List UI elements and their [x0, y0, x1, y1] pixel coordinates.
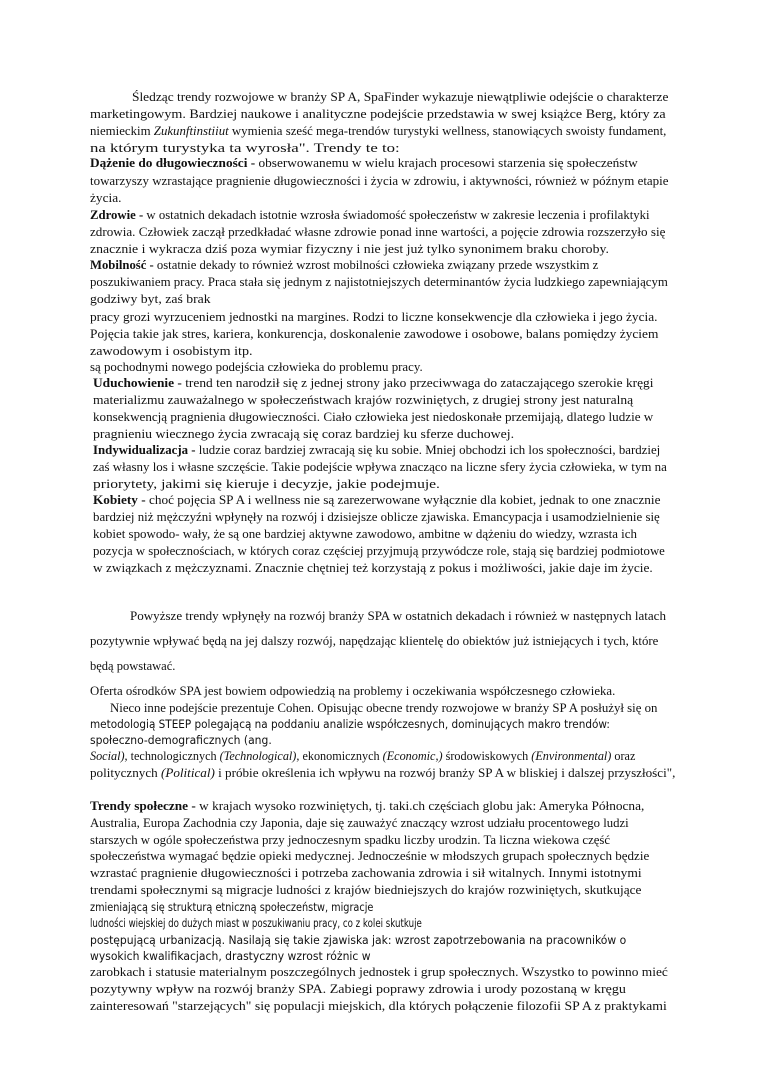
text-line: znacznie i wykracza dziś poza wymiar fizyczny i nie jest już tylko synonimem braku choroby.	[90, 242, 609, 256]
text-line: godziwy byt, zaś brak	[90, 292, 211, 306]
text-line: politycznych (Political) i próbie określenia ich wpływu na rozwój branży SP A w bliskiej i dalszej przyszłości",	[90, 766, 676, 780]
text-line: społeczeństwa wymagać będzie opieki medycznej. Jednocześnie w młodszych grupach społecznych będzie	[90, 849, 650, 863]
text-line: życia.	[90, 191, 122, 205]
trend-heading: Uduchowienie -	[93, 376, 182, 390]
text-line: Oferta ośrodków SPA jest bowiem odpowiedzią na problemy i oczekiwania współczesnego człowieka.	[90, 684, 616, 698]
text-line: metodologią STEEP polegającą na poddaniu analizie współczesnych, dominujących makro trendów:	[90, 717, 610, 731]
text-line: zainteresowań "starzejących" się populacji miejskich, dla których połączenie filozofii SP A z praktykami	[90, 999, 667, 1013]
text-line: Pojęcia takie jak stres, kariera, konkurencja, doskonalenie zawodowe i osobowe, balans pomiędzy życiem	[90, 327, 659, 341]
text-line: wysokich kwalifikacjach, drastyczny wzrost różnic w	[90, 949, 371, 963]
trend-heading: Zdrowie -	[90, 208, 144, 222]
text-line: starszych w ogóle społeczeństwa przy jednoczesnym spadku liczby urodzin. Ta liczna wiekowa część	[90, 833, 611, 847]
text-line: zarobkach i statusie materialnym poszczególnych jednostek i grup społecznych. Wszystko to powinno mieć	[90, 965, 668, 979]
text-line: poszukiwaniem pracy. Praca stała się jednym z najistotniejszych determinantów życia ludzkiego zapewniającym	[90, 275, 668, 289]
text-line: Trendy społeczne - w krajach wysoko rozwiniętych, tj. taki.ch częściach globu jak: Ameryka Północna,	[90, 799, 645, 813]
text-line: Indywidualizacja - ludzie coraz bardziej zwracają się ku sobie. Mniej obchodzi ich los społeczności, bardziej	[93, 443, 661, 457]
text-line: społeczno-demograficznych (ang.	[90, 733, 272, 747]
text-line: będą powstawać.	[90, 659, 176, 673]
text-line: Nieco inne podejście prezentuje Cohen. Opisując obecne trendy rozwojowe w branży SP A posłużył się on	[110, 701, 658, 715]
text-line: wzrastać pragnienie długowieczności i potrzeba zachowania zdrowia i sił witalnych. Innymi istotnymi	[90, 866, 642, 880]
text-line: zawodowym i osobistym itp.	[90, 344, 253, 358]
text-line: pozytywnie wpływać będą na jej dalszy rozwój, napędzając klientelę do obiektów już istniejących i tych, które	[90, 634, 659, 648]
text-line: Australia, Europa Zachodnia czy Japonia, daje się zauważyć znaczący wzrost udziału procentowego ludzi	[90, 816, 629, 830]
text-line: kobiet spowodo- wały, że są one bardziej aktywne zawodowo, ambitne w dążeniu do wiedzy, wzrasta ich	[93, 527, 637, 541]
text-line: Powyższe trendy wpłynęły na rozwój branży SPA w ostatnich dekadach i również w następnych latach	[130, 609, 666, 623]
text-line: materializmu zauważalnego w społeczeństwach krajów rozwiniętych, z drugiej strony jest naturalną	[93, 393, 634, 407]
text-line: pozytywny wpływ na rozwój branży SPA. Zabiegi poprawy zdrowia i urody pozostaną w kręgu	[90, 982, 626, 996]
text-line: pracy grozi wyrzuceniem jednostki na margines. Rodzi to liczne konsekwencje dla człowieka i jego życia.	[90, 310, 658, 324]
text-line: Dążenie do długowieczności - obserwowanemu w wielu krajach procesowi starzenia się społeczeństw	[90, 156, 638, 170]
text-line: Mobilność - ostatnie dekady to również wzrost mobilności człowieka związany przede wszystkim z	[90, 258, 599, 272]
trend-heading: Mobilność -	[90, 258, 154, 272]
text-line: bardziej niż mężczyźni wpłynęły na rozwój i dzisiejsze oblicze zjawiska. Emancypacja i usamodzielnienie się	[93, 510, 660, 524]
text-line: na którym turystyka ta wyrosła". Trendy te to:	[90, 141, 400, 155]
text-line: zmieniającą się strukturą etniczną społeczeństw, migracje	[90, 900, 374, 914]
trend-heading: Trendy społeczne -	[90, 799, 196, 813]
text-line: są pochodnymi nowego podejścia człowieka do problemu pracy.	[90, 360, 423, 374]
text-line: Śledząc trendy rozwojowe w branży SP A, SpaFinder wykazuje niewątpliwie odejście o charakterze	[132, 90, 669, 104]
trend-heading: Kobiety -	[93, 493, 146, 507]
text-line: zdrowia. Człowiek zaczął przedkładać własne zdrowie ponad inne wartości, a pojęcie zdrowia rozszerzyło się	[90, 225, 666, 239]
text-line: postępującą urbanizacją. Nasilają się takie zjawiska jak: wzrost zapotrzebowania na pracowników o	[90, 933, 627, 947]
text-line: marketingowym. Bardziej naukowe i analityczne podejście przedstawia w swej książce Berg, który za	[90, 107, 666, 121]
text-line: towarzyszy wzrastające pragnienie długowieczności i życia w zdrowiu, i aktywności, również w późnym etapie	[90, 174, 669, 188]
italic-term: Zukunftinstiiut	[153, 124, 229, 138]
text-line: Zdrowie - w ostatnich dekadach istotnie wzrosła świadomość społeczeństw w zakresie leczenia i profilaktyki	[90, 208, 650, 222]
text-line: Uduchowienie - trend ten narodził się z jednej strony jako przeciwwaga do zataczającego szerokie kręgi	[93, 376, 654, 390]
text-line: Social), technologicznych (Technological), ekonomicznych (Economic,) środowiskowych (Environmental) oraz	[90, 749, 636, 763]
text-line: Kobiety - choć pojęcia SP A i wellness nie są zarezerwowane wyłącznie dla kobiet, jednak to one znacznie	[93, 493, 661, 507]
text-line: ludności wiejskiej do dużych miast w poszukiwaniu pracy, co z kolei skutkuje	[90, 916, 422, 930]
text-line: trendami społecznymi są migracje ludności z krajów biedniejszych do krajów rozwiniętych, skutkujące	[90, 883, 642, 897]
trend-heading: Indywidualizacja -	[93, 443, 196, 457]
text-line: konsekwencją pragnienia długowieczności. Ciało człowieka jest niedoskonałe przemijają, dlatego ludzie w	[93, 410, 654, 424]
text-line: niemieckim Zukunftinstiiut wymienia sześć mega-trendów turystyki wellness, stanowiących swoisty fundament,	[90, 124, 667, 138]
text-line: priorytety, jakimi się kieruje i decyzje, jakie podejmuje.	[93, 477, 440, 491]
trend-heading: Dążenie do długowieczności -	[90, 156, 256, 170]
text-line: pragnieniu wiecznego życia zwracają się coraz bardziej ku sferze duchowej.	[93, 427, 515, 441]
text-line: zaś własny los i własne szczęście. Takie podejście wpływa znacząco na liczne sfery życia człowieka, w tym na	[93, 460, 667, 474]
text-line: w związkach z mężczyznami. Znacznie chętniej też korzystają z pokus i możliwości, jakie daje im życie.	[93, 561, 653, 575]
text-line: pozycja w społecznościach, w których coraz częściej przyjmują przywódcze role, stają się bardziej podmiotowe	[93, 544, 665, 558]
